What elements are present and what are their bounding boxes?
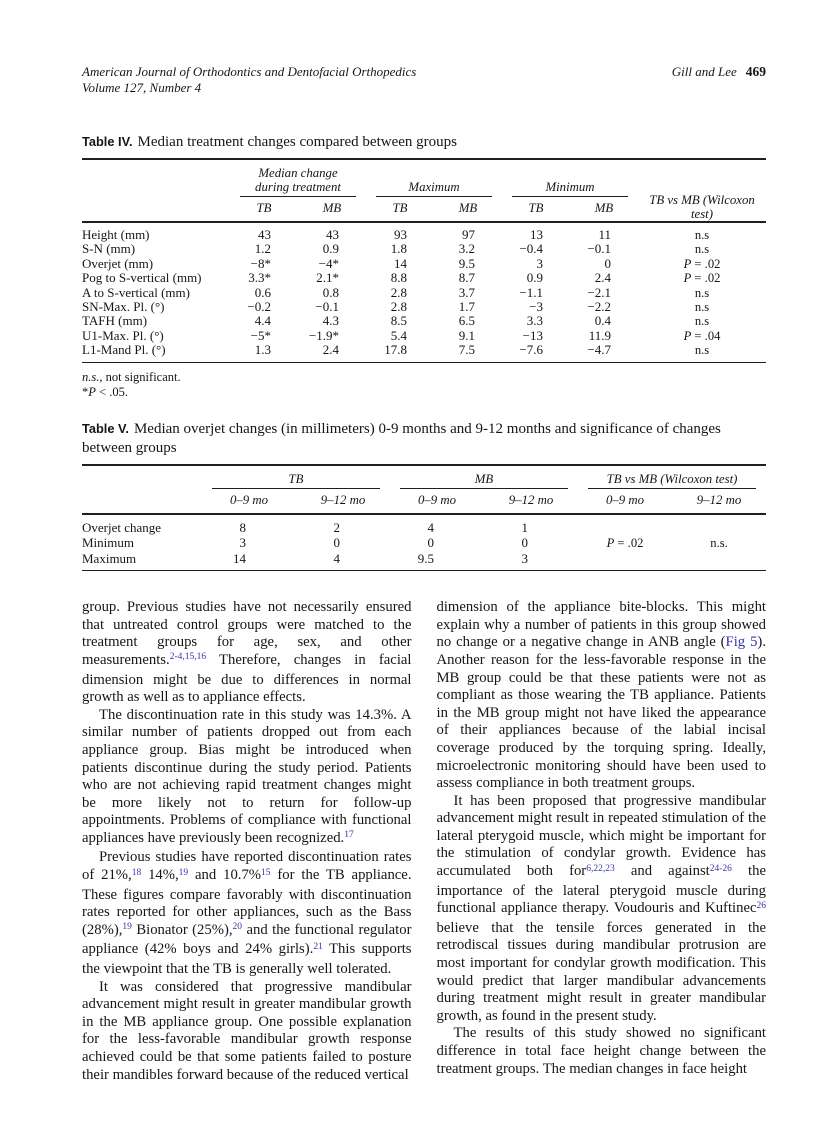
table-row xyxy=(82,257,766,271)
table-header-row xyxy=(82,159,766,197)
text-segment: This supports the viewpoint that the TB is generally well tolerated. xyxy=(82,941,412,978)
column-subheader: TB xyxy=(502,197,570,222)
table-row xyxy=(82,343,766,362)
table-cell: 1 xyxy=(521,520,529,536)
table-cell: 7.5 xyxy=(458,342,475,358)
table-header-row xyxy=(82,465,766,490)
table-cell: 0 xyxy=(333,535,340,551)
table-cell: 4 xyxy=(427,520,434,536)
reference-link[interactable]: 15 xyxy=(261,867,271,878)
table-row xyxy=(82,329,766,343)
row-label: Minimum xyxy=(82,535,135,551)
row-label: Maximum xyxy=(82,551,137,567)
table-cell: 0.8 xyxy=(322,284,339,300)
column-subheader: 9–12 mo xyxy=(296,489,390,514)
text-segment: P xyxy=(606,536,615,551)
column-group-label: Median change during treatment xyxy=(255,166,341,194)
text-segment: = .02 xyxy=(614,536,644,551)
table-5-body xyxy=(82,514,766,571)
table-cell: 4 xyxy=(333,551,340,567)
table-cell: 0.9 xyxy=(322,241,339,257)
text-segment: P xyxy=(88,384,96,399)
column-subheader: MB xyxy=(298,197,366,222)
text-segment: for the TB appliance. These figures compare favorably with discontinuation rates reported for other appliances, such as the Bass (28%), xyxy=(82,867,412,938)
column-group-label: MB xyxy=(474,471,494,486)
table-row xyxy=(82,286,766,300)
column-subheader: 0–9 mo xyxy=(390,489,484,514)
table-cell: 43 xyxy=(258,227,271,242)
table-5 xyxy=(82,464,766,572)
paragraph xyxy=(82,599,412,707)
text-column-left xyxy=(82,599,412,1084)
reference-link[interactable]: 21 xyxy=(313,941,323,952)
column-group-rule xyxy=(240,167,356,197)
table-cell: 3 xyxy=(239,535,246,551)
table-cell: 9.5 xyxy=(417,551,434,567)
column-subheader: TB xyxy=(230,197,298,222)
table-cell: −7.6 xyxy=(519,342,543,358)
table-cell: 1.2 xyxy=(254,241,271,257)
reference-link[interactable]: 18 xyxy=(131,867,142,878)
footnote xyxy=(82,370,766,385)
footnote xyxy=(82,385,766,400)
column-subheader: 9–12 mo xyxy=(672,489,766,514)
table-4-label: Table IV. xyxy=(82,134,133,149)
text-segment: Bionator (25%), xyxy=(131,921,233,938)
table-row xyxy=(82,551,766,571)
column-group-label: Minimum xyxy=(545,179,595,194)
table-cell: 6.5 xyxy=(458,313,475,329)
paragraph xyxy=(437,599,767,793)
table-cell: 13 xyxy=(530,227,543,242)
row-label: Overjet (mm) xyxy=(82,255,154,271)
table-cell: 14 xyxy=(394,255,407,271)
table-4-caption xyxy=(82,132,766,152)
table-cell: 3 xyxy=(536,255,543,271)
table-cell: n.s xyxy=(694,343,710,358)
table-cell: 1.7 xyxy=(458,299,475,315)
table-cell: 3.7 xyxy=(458,284,475,300)
table-4-caption-text: Median treatment changes compared between groups xyxy=(137,134,457,150)
table-cell: 8.7 xyxy=(458,270,475,286)
column-group-header xyxy=(202,465,390,490)
running-head xyxy=(82,64,766,96)
text-segment: Therefore, changes in facial dimension might be due to differences in normal growth as well as to appliance effects. xyxy=(82,651,412,706)
column-group-rule xyxy=(512,181,628,198)
text-segment: = .04 xyxy=(691,328,721,343)
table-cell: 5.4 xyxy=(390,327,407,343)
table-row xyxy=(82,535,766,551)
table-4 xyxy=(82,158,766,363)
table-cell: 11.9 xyxy=(588,327,611,343)
table-cell: n.s xyxy=(694,314,710,329)
text-segment: P xyxy=(683,328,692,343)
text-segment: P xyxy=(683,271,692,286)
table-cell: 4.3 xyxy=(322,313,339,329)
table-cell: 2.1* xyxy=(316,270,339,286)
table-cell xyxy=(638,271,766,285)
text-segment: and 10.7% xyxy=(188,867,262,884)
table-cell: 14 xyxy=(233,551,246,567)
table-cell: 2.4 xyxy=(322,342,339,358)
reference-link[interactable]: 20 xyxy=(232,922,243,933)
table-cell: 2.4 xyxy=(594,270,611,286)
row-label: SN-Max. Pl. (°) xyxy=(82,299,165,315)
table-cell: 43 xyxy=(326,227,339,242)
text-segment: 14%, xyxy=(141,867,179,884)
table-cell: 1.8 xyxy=(390,241,407,257)
page-number: 469 xyxy=(745,64,766,79)
column-group-rule xyxy=(376,181,492,198)
column-group-label: Maximum xyxy=(408,179,460,194)
table-cell: −3 xyxy=(529,299,543,315)
reference-link[interactable]: Fig 5 xyxy=(725,634,758,651)
table-cell: 8.5 xyxy=(390,313,407,329)
table-4-footnotes xyxy=(82,370,766,400)
table-cell: n.s xyxy=(694,228,710,242)
row-label: TAFH (mm) xyxy=(82,313,148,329)
table-cell: n.s xyxy=(694,300,710,315)
column-group-header xyxy=(230,159,366,197)
table-cell: 2.8 xyxy=(390,284,407,300)
table-cell: −13 xyxy=(522,327,543,343)
stub-cell xyxy=(82,465,202,490)
table-cell: −2.2 xyxy=(587,299,611,315)
journal-volume: Volume 127, Number 4 xyxy=(82,80,202,95)
column-group-header xyxy=(390,465,578,490)
table-row xyxy=(82,242,766,256)
table-4-header xyxy=(82,159,766,222)
table-5-caption xyxy=(82,419,766,458)
stub-cell xyxy=(82,197,230,222)
table-row xyxy=(82,314,766,328)
table-cell: 8.8 xyxy=(390,270,407,286)
table-5-label: Table V. xyxy=(82,420,129,436)
paragraph xyxy=(437,793,767,1026)
table-cell: 0 xyxy=(604,255,611,271)
table-cell: 0.6 xyxy=(254,284,271,300)
text-segment: = .02 xyxy=(691,271,721,286)
table-cell xyxy=(638,257,766,271)
running-head-right xyxy=(672,64,766,80)
row-label: Height (mm) xyxy=(82,227,150,242)
journal-title: American Journal of Orthodontics and Dentofacial Orthopedics xyxy=(82,64,417,79)
column-subheader: 0–9 mo xyxy=(578,489,672,514)
reference-link[interactable]: 26 xyxy=(756,900,766,911)
table-cell: 3.3 xyxy=(526,313,543,329)
row-label: A to S-vertical (mm) xyxy=(82,284,190,300)
table-cell: −0.1 xyxy=(315,299,339,315)
text-segment: = .02 xyxy=(691,256,721,271)
table-cell: −1.1 xyxy=(519,284,543,300)
text-segment: ). Another reason for the less-favorable response in the MB group could be that these patients were not as compliant as those wearing the TB appliance. Patients in the MB group might not have liked the appearance of their appliances because of the labial incisal coverage produced by the torquing spring. Ideally, microelectronic monitoring should have been used to assess compliance in both treatment groups. xyxy=(436,634,766,792)
table-cell: 2.8 xyxy=(390,299,407,315)
text-segment: The results of this study showed no significant difference in total face height change between the treatment groups. The median changes in face height xyxy=(436,1025,766,1077)
column-group-header xyxy=(502,159,638,197)
row-label: L1-Mand Pl. (°) xyxy=(82,342,166,358)
row-label: Overjet change xyxy=(82,520,162,536)
table-5-header xyxy=(82,465,766,515)
reference-link[interactable]: 6,22,23 xyxy=(586,863,615,874)
table-cell: −0.1 xyxy=(587,241,611,257)
table-cell: −0.2 xyxy=(247,299,271,315)
column-group-label: TB vs MB (Wilcoxon test) xyxy=(606,471,738,486)
paragraph xyxy=(82,707,412,850)
reference-link[interactable]: 2-4,15,16 xyxy=(169,652,207,663)
table-cell: −5* xyxy=(250,327,271,343)
table-cell: 4.4 xyxy=(254,313,271,329)
running-authors: Gill and Lee xyxy=(671,64,737,79)
paragraph xyxy=(82,979,412,1085)
table-cell: 3.2 xyxy=(458,241,475,257)
row-label: U1-Max. Pl. (°) xyxy=(82,327,164,343)
row-label: Pog to S-vertical (mm) xyxy=(82,270,202,286)
paragraph xyxy=(82,849,412,978)
reference-link[interactable]: 24-26 xyxy=(709,863,732,874)
text-segment: * xyxy=(82,384,89,399)
column-group-header xyxy=(578,465,766,490)
column-subheader: 9–12 mo xyxy=(484,489,578,514)
table-cell xyxy=(578,535,672,551)
row-label: S-N (mm) xyxy=(82,241,136,257)
table-cell: 1.3 xyxy=(254,342,271,358)
column-group-rule xyxy=(400,473,568,490)
table-cell xyxy=(672,551,766,571)
text-segment: and the functional regulator appliance (42% boys and 24% girls). xyxy=(82,921,412,958)
table-cell: −4* xyxy=(318,255,339,271)
text-segment: Previous studies have reported discontinuation rates of 21%, xyxy=(82,849,412,884)
table-cell: −4.7 xyxy=(587,342,611,358)
table-row xyxy=(82,300,766,314)
text-segment: n.s., xyxy=(82,369,103,384)
table-cell: n.s xyxy=(694,285,710,300)
text-segment: The discontinuation rate in this study was 14.3%. A similar number of patients dropped out from each appliance group. Bias might be introduced when patients discontinue during the study period. Patients who are not achieving rapid treatment changes might be more likely not to return for follow-up appointments. Problems of compliance with functional appliances have previously been recognized. xyxy=(82,706,412,846)
table-cell xyxy=(578,551,672,571)
column-group-rule xyxy=(588,473,756,490)
column-group-header xyxy=(366,159,502,197)
table-cell: 9.1 xyxy=(458,327,475,343)
stub-cell xyxy=(82,489,202,514)
column-group-label: TB xyxy=(288,471,304,486)
table-cell: 8 xyxy=(239,520,246,536)
reference-link[interactable]: 19 xyxy=(178,867,189,878)
text-segment: group. Previous studies have not necessarily ensured that untreated control groups were matched to the treatment groups for age, sex, and other measurements. xyxy=(82,599,412,668)
table-cell xyxy=(638,329,766,343)
paragraph xyxy=(437,1025,767,1078)
table-cell xyxy=(578,514,672,535)
table-cell: 3.3* xyxy=(248,270,271,286)
journal-identification xyxy=(82,64,416,96)
table-subheader-row xyxy=(82,489,766,514)
table-cell: n.s xyxy=(694,242,710,257)
table-cell: 93 xyxy=(394,227,407,242)
column-subheader: MB xyxy=(434,197,502,222)
column-subheader: TB xyxy=(366,197,434,222)
table-cell: 0 xyxy=(427,535,434,551)
table-cell: 0.4 xyxy=(594,313,611,329)
table-cell: −0.4 xyxy=(519,241,543,257)
text-segment: < .05. xyxy=(95,384,128,399)
reference-link[interactable]: 19 xyxy=(122,922,132,933)
table-5-caption-text: Median overjet changes (in millimeters) 0-9 months and 9-12 months and significance of changes between groups xyxy=(82,420,721,456)
page-content xyxy=(82,64,766,1084)
table-cell: 17.8 xyxy=(384,342,407,358)
text-segment: the importance of the lateral pterygoid muscle during functional appliance therapy. Voudouris and Kuftinec xyxy=(436,863,767,917)
table-cell: 0.9 xyxy=(526,270,543,286)
table-cell: −2.1 xyxy=(587,284,611,300)
table-4-body xyxy=(82,222,766,362)
reference-link[interactable]: 17 xyxy=(344,830,354,841)
table-cell: −8* xyxy=(250,255,271,271)
table-cell: 0 xyxy=(521,535,529,551)
text-segment: P xyxy=(683,256,692,271)
table-cell xyxy=(672,514,766,535)
table-cell: 3 xyxy=(521,551,529,567)
text-segment: believe that the tensile forces generated in the retrodiscal tissues during mandibular protrusion are most important for condylar growth modification. This would predict that larger mandibular advancements during treatment might result in greater mandibular growth, as found in the present study. xyxy=(436,919,766,1024)
text-segment: It has been proposed that progressive mandibular advancement might result in repeated stimulation of the lateral pterygoid muscle, which might be important for the stimulation of condylar growth. Evidence has accumulated both for xyxy=(436,792,766,880)
column-subheader: 0–9 mo xyxy=(202,489,296,514)
text-segment: not significant. xyxy=(102,369,181,384)
column-subheader: MB xyxy=(570,197,638,222)
table-cell: 11 xyxy=(598,227,611,242)
text-segment: It was considered that progressive mandibular advancement might result in greater mandibular growth in the MB appliance group. One possible explanation for the less-favorable mandibular growth response achieved could be that some patients failed to posture their mandibles forward because of the reduced vertical xyxy=(82,978,412,1083)
table-cell: n.s. xyxy=(710,536,728,551)
table-cell: 2 xyxy=(333,520,340,536)
table-cell: 9.5 xyxy=(458,255,475,271)
text-segment: dimension of the appliance bite-blocks. This might explain why a number of patients in this group showed no change or a negative change in ANB angle ( xyxy=(436,599,766,651)
table-row xyxy=(82,222,766,242)
text-column-right xyxy=(437,599,767,1084)
text-segment: and against xyxy=(614,863,710,880)
body-text xyxy=(82,599,766,1084)
stub-cell xyxy=(82,159,230,197)
table-row xyxy=(82,514,766,535)
table-row xyxy=(82,271,766,285)
wilcoxon-column-header: TB vs MB (Wilcoxon test) xyxy=(638,159,766,222)
column-group-rule xyxy=(212,473,380,490)
table-cell: −1.9* xyxy=(308,327,339,343)
table-cell: 97 xyxy=(462,227,475,242)
